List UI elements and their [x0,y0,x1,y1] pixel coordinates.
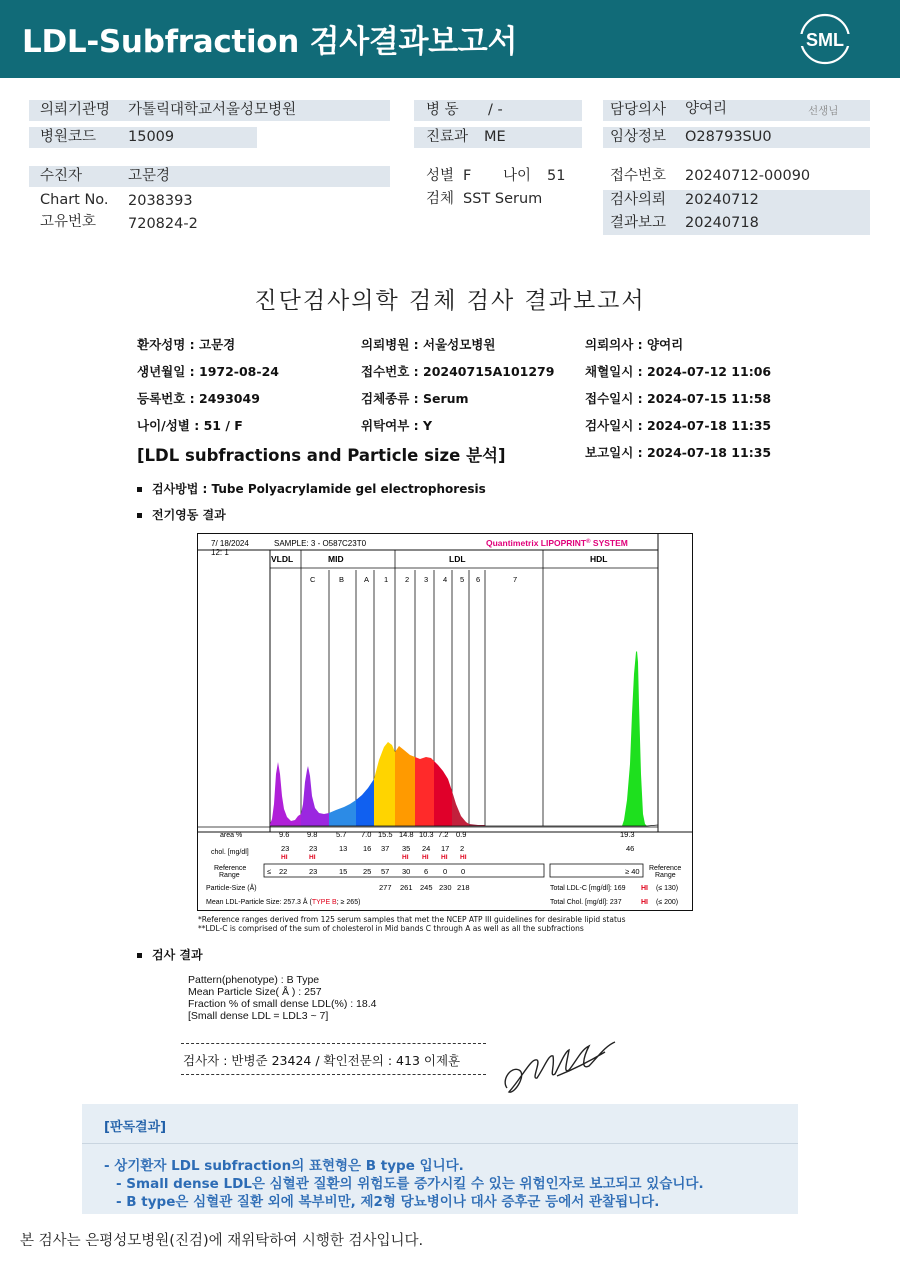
interpretation-title: [판독결과] [104,1120,167,1135]
interpretation-header [82,1104,798,1144]
meta-receipt-time: 접수일시 : 2024-07-15 11:58 [585,391,772,406]
ref-value: 22 [279,867,288,876]
dept-label: 진료과 [426,129,469,145]
result-bullet [137,946,203,963]
peak-ldl-3 [415,757,434,826]
peak-ldl-1 [374,742,395,826]
header-title: LDL-Subfraction 검사결과보고서 [22,24,518,60]
chol-value: 37 [381,844,390,853]
lipoprint-chart [198,534,693,911]
area-value: 7.0 [361,830,372,839]
meta-outsourced: 위탁여부 : Y [361,418,433,433]
peak-ldl-5 [452,791,469,826]
total-ldl-hi: HI [641,885,648,892]
peak-mid-a [356,779,374,826]
chol-value: 35 [402,844,411,853]
meta-test-time: 검사일시 : 2024-07-18 11:35 [585,418,772,433]
request-value: 20240712 [685,192,759,208]
meta-birth: 생년월일 : 1972-08-24 [137,364,279,379]
divider [181,1043,486,1044]
specimen-value: SST Serum [463,191,543,207]
unique-value: 720824-2 [128,216,198,232]
mean-ldl-size [206,897,360,906]
result-small-dense: [Small dense LDL = LDL3 ~ 7] [188,1010,329,1022]
dept-value: ME [484,129,506,145]
peak-mid-b [329,800,356,826]
report-date-value: 20240718 [685,215,759,231]
ward-value: / - [488,102,503,118]
unique-label: 고유번호 [40,214,97,230]
peak-vldl [270,762,301,826]
sex-value: F [463,168,472,184]
interpretation-panel [82,1104,798,1214]
meta-reg-no: 등록번호 : 2493049 [137,391,260,406]
lipo-brand-reg: ® [586,539,591,545]
result-pattern: Pattern(phenotype) : B Type [188,974,320,986]
band-6: 6 [476,575,481,584]
particle-value: 230 [439,883,452,892]
row-ref-label-1: Reference [214,865,247,872]
meta-age-sex: 나이/성별 : 51 / F [137,418,243,433]
row-area-label: area % [220,832,243,839]
chol-value: 17 [441,844,450,853]
result-fraction: Fraction % of small dense LDL(%) : 18.4 [188,998,377,1010]
particle-values [379,883,470,892]
result-block [188,974,377,1022]
sml-logo [797,12,853,66]
ref-value: 6 [424,867,429,876]
peak-hdl [622,651,647,826]
clinical-label: 임상정보 [610,129,667,145]
hospital-value: 가톨릭대학교서울성모병원 [128,102,297,118]
total-chol: Total Chol. [mg/dl]: 237 [550,899,622,906]
interpretation-line-1: - 상기환자 LDL subfraction의 표현형은 B type 입니다. [104,1158,464,1174]
patient-label: 수진자 [40,168,83,184]
chol-value: 13 [339,844,348,853]
mean-tail: ; ≥ 265) [336,899,361,906]
footnote-2: **LDL-C is comprised of the sum of cholesterol in Mid bands C through A as well as all the subfractions [198,924,584,933]
hi-flag: HI [460,854,467,861]
electro-bullet [137,506,226,523]
hi-flag: HI [441,854,448,861]
area-value: 15.5 [378,830,393,839]
ref-value: 15 [339,867,348,876]
area-value: 9.8 [307,830,318,839]
bullet-dot [137,513,142,518]
total-chol-ref: (≤ 200) [656,899,679,906]
meta-patient-name: 환자성명 : 고문경 [137,337,236,352]
electro-heading: 전기영동 결과 [152,508,226,522]
band-c: C [310,575,316,584]
meta-draw-time: 채혈일시 : 2024-07-12 11:06 [585,364,772,379]
sex-label: 성별 [426,168,455,184]
band-4: 4 [443,575,448,584]
result-heading: 검사 결과 [152,948,203,962]
hdl-chol-value: 46 [626,844,635,853]
info-box-patient [29,166,390,187]
lipo-brand-system: SYSTEM [590,538,628,548]
right-ref-label-1: Reference [649,865,682,872]
logo-text: SML [806,30,844,50]
doctor-label: 담당의사 [610,102,667,118]
chol-value: 23 [309,844,318,853]
row-chol-label: chol. [mg/dl] [211,849,249,856]
group-mid: MID [328,554,344,564]
examiner-line: 검사자 : 반병준 23424 / 확인전문의 : 413 이제훈 [183,1053,461,1068]
meta-doctor: 의뢰의사 : 양여리 [585,337,684,352]
chol-values [281,844,634,853]
ref-value: 0 [443,867,448,876]
area-value: 7.2 [438,830,449,839]
age-label: 나이 [503,168,532,184]
particle-value: 277 [379,883,392,892]
ref-value: 57 [381,867,390,876]
meta-receipt: 접수번호 : 20240715A101279 [361,364,555,379]
ward-label: 병 동 [426,102,459,118]
chol-value: 16 [363,844,372,853]
bottom-note: 본 검사는 은평성모병원(진검)에 재위탁하여 시행한 검사입니다. [20,1233,424,1249]
method-text: 검사방법 : Tube Polyacrylamide gel electrophoresis [152,482,486,496]
code-label: 병원코드 [40,129,97,145]
total-ldl-ref: (≤ 130) [656,885,679,892]
clinical-value: O28793SU0 [685,129,772,145]
specimen-label: 검체 [426,191,455,207]
band-a: A [364,575,370,584]
area-value: 0.9 [456,830,467,839]
particle-label: Particle-Size (Å) [206,885,257,892]
meta-specimen: 검체종류 : Serum [361,391,469,406]
band-1: 1 [384,575,389,584]
lipo-brand-name: Quantimetrix LIPOPRINT [486,538,587,548]
receipt-value: 20240712-00090 [685,168,811,184]
report-header [0,0,900,78]
particle-value: 261 [400,883,413,892]
request-label: 검사의뢰 [610,192,667,208]
area-value: 14.8 [399,830,414,839]
chol-value: 23 [281,844,290,853]
hdl-area-value: 19.3 [620,830,635,839]
hi-flag: HI [281,854,288,861]
peak-mid-c [301,766,329,826]
report-date-label: 결과보고 [610,215,667,231]
group-vldl: VLDL [271,554,294,564]
lipo-sample: SAMPLE: 3 - O587C23T0 [274,539,367,548]
hi-flags [281,854,467,861]
ref-value: 30 [402,867,411,876]
doctor-value: 양여리 [685,101,728,117]
hi-flag: HI [309,854,316,861]
hdl-ref-value: ≥ 40 [625,867,640,876]
footnote-1: *Reference ranges derived from 125 serum samples that met the NCEP ATP III guidelines for desirable lipid status [198,915,626,924]
band-b: B [339,575,345,584]
right-ref-label-2: Range [655,872,676,879]
section-heading: [LDL subfractions and Particle size 분석] [137,446,506,465]
lipoprint-panel [197,533,693,911]
band-5: 5 [460,575,465,584]
receipt-label: 접수번호 [610,168,667,184]
peak-ldl-4 [434,761,452,826]
patient-value: 고문경 [128,168,171,184]
method-bullet [137,480,486,497]
ref-prefix: ≤ [267,867,272,876]
bullet-dot [137,953,142,958]
total-ldl: Total LDL-C [mg/dl]: 169 [550,885,626,892]
group-ldl: LDL [449,554,466,564]
meta-report-time: 보고일시 : 2024-07-18 11:35 [585,445,772,460]
age-value: 51 [547,168,566,184]
hi-flag: HI [422,854,429,861]
bullet-dot [137,487,142,492]
code-value: 15009 [128,129,175,145]
row-ref-label-2: Range [219,872,240,879]
particle-value: 218 [457,883,470,892]
lipo-time: 12: 1 [211,548,229,557]
ref-value: 0 [461,867,466,876]
chart-label: Chart No. [40,192,109,208]
result-mean-size: Mean Particle Size( Å ) : 257 [188,986,322,998]
signature [497,1036,622,1098]
hi-flag: HI [402,854,409,861]
ref-value: 25 [363,867,372,876]
area-value: 10.3 [419,830,434,839]
area-value: 9.6 [279,830,290,839]
divider [181,1074,486,1075]
interpretation-line-3: - B type은 심혈관 질환 외에 복부비만, 제2형 당뇨병이나 대사 증후군 등에서 관찰됩니다. [116,1194,660,1210]
band-3: 3 [424,575,429,584]
total-chol-hi: HI [641,899,648,906]
report-title: 진단검사의학 검체 검사 결과보고서 [254,288,646,314]
hospital-label: 의뢰기관명 [40,102,111,118]
lipo-date: 7/ 18/2024 [211,539,249,548]
chart-value: 2038393 [128,193,193,209]
area-value: 5.7 [336,830,347,839]
band-2: 2 [405,575,410,584]
ref-value: 23 [309,867,318,876]
group-hdl: HDL [590,554,608,564]
doctor-suffix: 선생님 [808,105,839,117]
chol-value: 24 [422,844,431,853]
mean-type: TYPE B [311,899,337,906]
meta-hospital: 의뢰병원 : 서울성모병원 [361,337,496,352]
particle-value: 245 [420,883,433,892]
chol-value: 2 [460,844,465,853]
area-values [279,830,635,839]
mean-label: Mean LDL-Particle Size: 257.3 Å ( [206,899,312,906]
band-7: 7 [513,575,518,584]
interpretation-line-2: - Small dense LDL은 심혈관 질환의 위험도를 증가시킬 수 있는 위험인자로 보고되고 있습니다. [116,1176,704,1192]
ref-values [267,867,640,876]
lipo-brand [486,538,628,548]
peak-ldl-2 [395,746,415,826]
